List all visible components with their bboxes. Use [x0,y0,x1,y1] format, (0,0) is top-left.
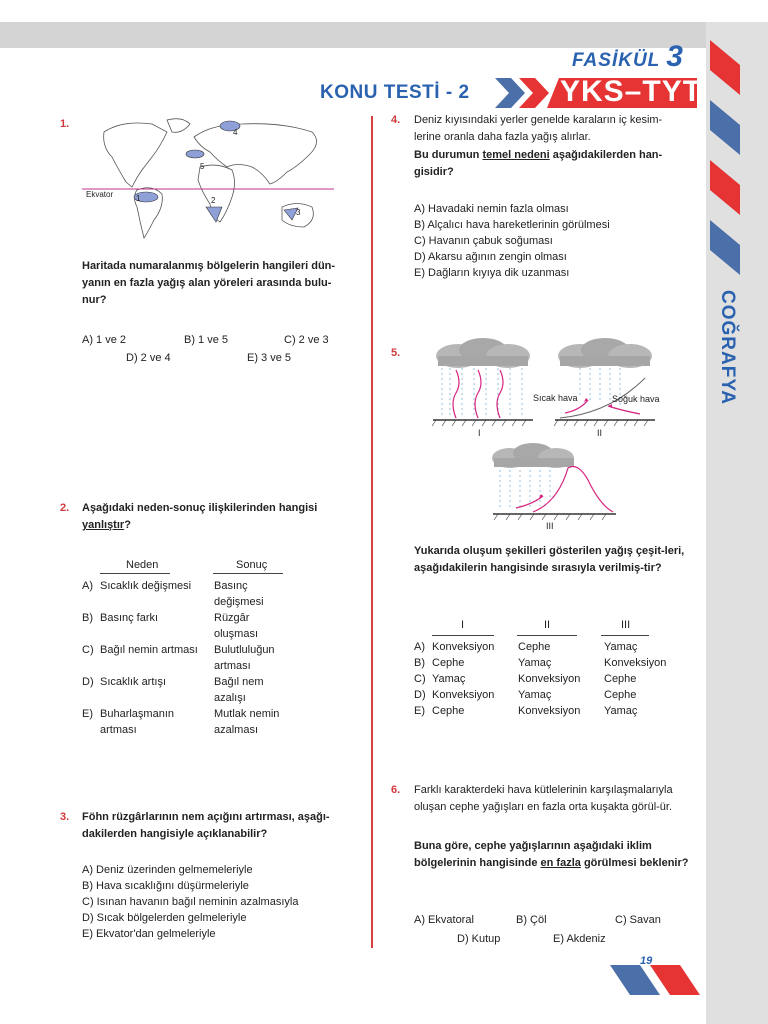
q2-row-effect: Basınç değişmesi [214,580,264,608]
q5-row-col-i: Cephe [432,705,465,717]
map-label-1: 1 [136,194,141,203]
q5-figure-ii [550,338,660,435]
q1-number: 1. [60,118,70,130]
q5-header-underline-1 [432,635,494,636]
q5-row-col-i: Konveksiyon [432,689,495,701]
q3-option-e[interactable]: E) Ekvator'dan gelmeleriyle [82,928,216,940]
q2-row-cause: Sıcaklık artışı [100,676,167,688]
q5-row-col-iii: Konveksiyon [604,657,667,669]
q2-row-cause: Bağıl nemin artması [100,644,198,656]
q5-row-col-i: Konveksiyon [432,641,495,653]
q5-row-col-iii: Yamaç [604,705,638,717]
q5-label-ii: II [597,428,603,438]
q4-intro: Deniz kıyısındaki yerler genelde karaların iç kesim-lerine oranla daha fazla yağış alırlar. [414,114,663,143]
q5-row-col-ii: Yamaç [518,657,552,669]
q2-row-letter: E) [82,708,93,720]
q5-label-i: I [478,428,481,438]
q1-option-e[interactable]: E) 3 ve 5 [247,352,292,364]
q4-number: 4. [391,114,401,126]
q4-option-d[interactable]: D) Akarsu ağının zengin olması [414,251,567,263]
q2-header-underline-1 [100,573,170,574]
q5-row-b[interactable] [414,655,666,671]
exam-label: YKS–TYT [560,75,703,108]
chevron-decoration-top [700,40,768,280]
q5-table [414,639,666,719]
q5-row-col-ii: Konveksiyon [518,705,581,717]
q5-row-c[interactable] [414,671,666,687]
q4-option-e[interactable]: E) Dağların kıyıya dik uzanması [414,267,570,279]
q5-header-i: I [461,619,465,631]
q6-intro: Farklı karakterdeki hava kütlelerinin karşılaşmalarıyla oluşan cephe yağışları en fazla orta kuşakta görül-ür. [414,784,673,813]
q3-option-b[interactable]: B) Hava sıcaklığını düşürmeleriyle [82,880,249,892]
q5-row-e[interactable] [414,703,666,719]
q2-row-effect: Bağıl nem azalışı [214,676,264,704]
map-label-2: 2 [211,196,216,205]
header-chevrons [495,78,555,113]
q6-question: Buna göre, cephe yağışlarının aşağıdaki iklim bölgelerinin hangisinde en fazla görülmesi beklenir? [414,840,689,869]
q2-row-effect: Rüzgâr oluşması [214,612,259,640]
q2-row-cause: Sıcaklık değişmesi [100,580,192,592]
q2-row-c[interactable] [82,642,294,674]
q5-header-underline-2 [517,635,577,636]
q4-option-b[interactable]: B) Alçalıcı hava hareketlerinin görülmesi [414,219,610,231]
q3-option-a[interactable]: A) Deniz üzerinden gelmemeleriyle [82,864,253,876]
page-number: 19 [640,955,653,967]
q2-header-cause: Neden [126,559,159,571]
q5-label-cold-air: Soğuk hava [612,394,660,404]
q5-row-d[interactable] [414,687,666,703]
q6-option-d[interactable]: D) Kutup [457,933,501,945]
map-label-3: 3 [296,208,301,217]
q5-row-letter: B) [414,657,425,669]
q5-row-a[interactable] [414,639,666,655]
q2-row-cause: Buharlaşmanın artması [100,708,174,736]
q1-question: Haritada numaralanmış bölgelerin hangileri dün-yanın en fazla yağış alan yöreleri arasında bulu-nur? [82,260,336,306]
column-divider [371,116,373,948]
q5-row-col-iii: Yamaç [604,641,638,653]
q2-row-e[interactable] [82,706,294,738]
q2-row-letter: A) [82,580,93,592]
q1-option-d[interactable]: D) 2 ve 4 [126,352,171,364]
subject-label: COĞRAFYA [717,290,738,405]
q4-option-c[interactable]: C) Havanın çabuk soğuması [414,235,553,247]
q5-figure-i [428,338,538,435]
q5-header-underline-3 [601,635,649,636]
q6-option-a[interactable]: A) Ekvatoral [414,914,474,926]
q5-header-iii: III [621,619,631,631]
q4-option-a[interactable]: A) Havadaki nemin fazla olması [414,203,569,215]
fasikul-label: FASİKÜL 3 [572,40,684,73]
q2-question: Aşağıdaki neden-sonuç ilişkilerinden hangisi yanlıştır? [82,502,318,531]
q5-row-col-i: Yamaç [432,673,466,685]
q6-number: 6. [391,784,401,796]
q3-option-c[interactable]: C) Isınan havanın bağıl neminin azalmasıyla [82,896,299,908]
q5-row-col-ii: Cephe [518,641,551,653]
q5-row-col-i: Cephe [432,657,465,669]
q5-header-ii: II [544,619,551,631]
q6-option-c[interactable]: C) Savan [615,914,661,926]
q5-row-col-ii: Yamaç [518,689,552,701]
q2-header-underline-2 [213,573,283,574]
q2-row-letter: B) [82,612,93,624]
q2-row-d[interactable] [82,674,294,706]
q5-figure-iii [488,440,618,527]
q2-row-effect: Mutlak nemin azalması [214,708,280,736]
q5-row-col-ii: Konveksiyon [518,673,581,685]
fasikul-number: 3 [666,40,684,73]
q5-label-warm-air: Sıcak hava [533,393,578,403]
q6-option-e[interactable]: E) Akdeniz [553,933,606,945]
q1-option-b[interactable]: B) 1 ve 5 [184,334,229,346]
q3-question: Föhn rüzgârlarının nem açığını artırması, aşağı-dakilerden hangisiyle açıklanabilir? [82,811,330,840]
q5-row-letter: E) [414,705,425,717]
q5-row-letter: A) [414,641,425,653]
map-label-5: 5 [200,162,205,171]
q2-row-effect: Bulutluluğun artması [214,644,275,672]
equator-label: Ekvator [86,190,114,199]
q5-row-letter: D) [414,689,426,701]
q1-option-c[interactable]: C) 2 ve 3 [284,334,329,346]
q2-row-a[interactable] [82,578,294,610]
q3-number: 3. [60,811,70,823]
q5-label-iii: III [546,521,554,531]
q2-row-letter: D) [82,676,94,688]
q5-row-letter: C) [414,673,426,685]
chevron-decoration-bottom [600,960,710,1000]
map-label-4: 4 [233,128,238,137]
q5-row-col-iii: Cephe [604,673,637,685]
q2-row-letter: C) [82,644,94,656]
q5-number: 5. [391,347,401,359]
q1-option-a[interactable]: A) 1 ve 2 [82,334,127,346]
q2-number: 2. [60,502,70,514]
q2-row-b[interactable] [82,610,294,642]
konu-test-title: KONU TESTİ - 2 [320,82,470,103]
q2-row-cause: Basınç farkı [100,612,159,624]
q2-table [82,578,294,738]
q5-row-col-iii: Cephe [604,689,637,701]
q5-question: Yukarıda oluşum şekilleri gösterilen yağış çeşit-leri, aşağıdakilerin hangisinde sırasıyla verilmiş-tir? [414,545,685,574]
q2-header-effect: Sonuç [236,559,268,571]
q3-option-d[interactable]: D) Sıcak bölgelerden gelmeleriyle [82,912,247,924]
q6-option-b[interactable]: B) Çöl [516,914,547,926]
q4-question: Bu durumun temel nedeni aşağıdakilerden han-gisidir? [414,149,663,178]
q1-world-map [82,112,342,247]
